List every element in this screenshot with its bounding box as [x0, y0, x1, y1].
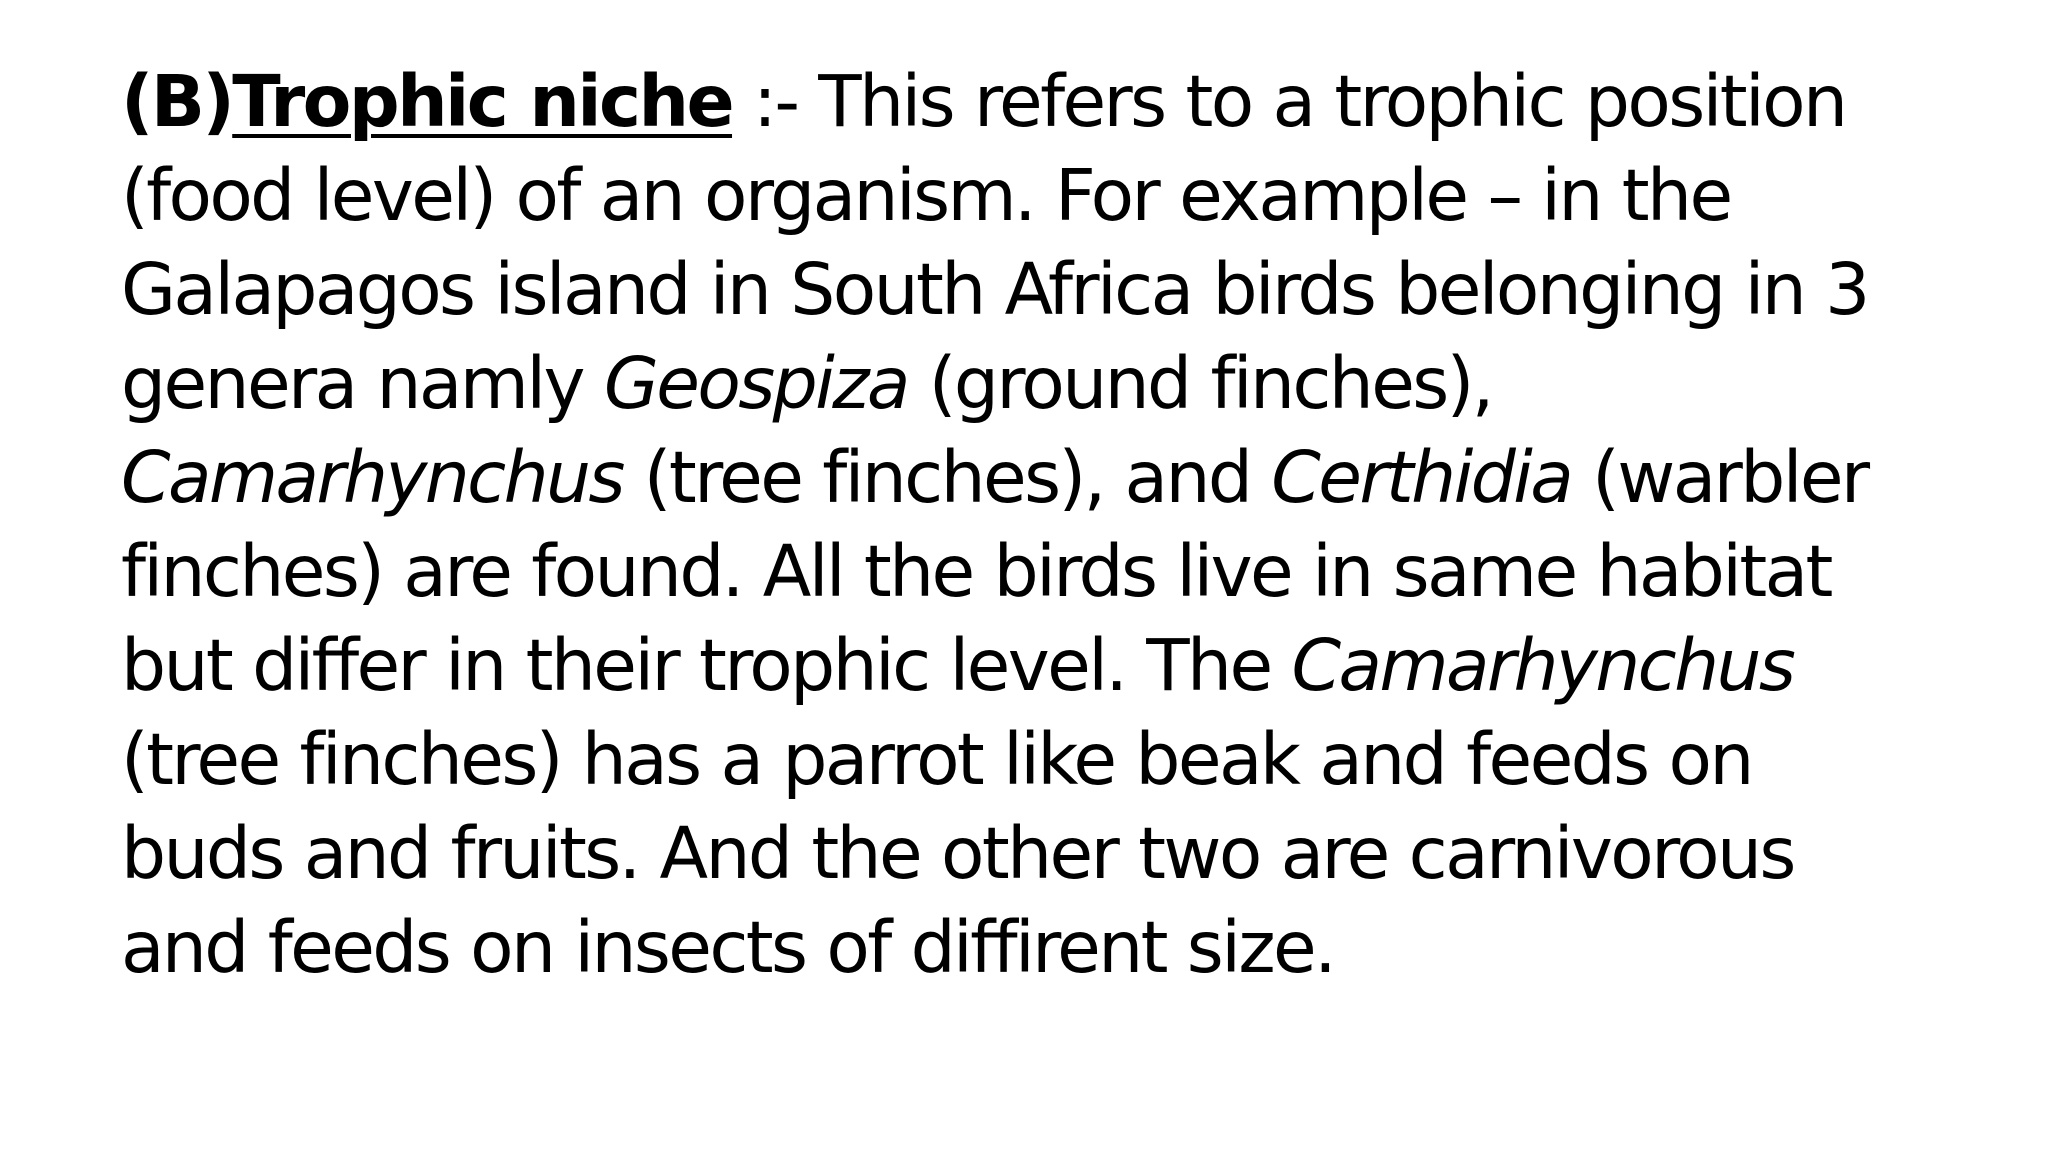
- genus-camarhynchus-2: Camarhynchus: [1291, 624, 1794, 707]
- heading-prefix: (B): [121, 60, 233, 143]
- line-2-text: (food level) of an organism. For example – in the: [121, 154, 1731, 237]
- text-line-3: [121, 243, 2021, 337]
- text-line-4: [121, 337, 2021, 431]
- line-7-text: but differ in their trophic level. The: [121, 624, 1292, 707]
- line-9-text: buds and fruits. And the other two are carnivorous: [121, 812, 1794, 895]
- line-10-text: and feeds on insects of diffirent size.: [121, 906, 1335, 989]
- text-line-5: [121, 431, 2021, 525]
- line-5-text-b: (warbler: [1571, 436, 1868, 519]
- text-line-1: [121, 55, 2021, 149]
- genus-certhidia: Certhidia: [1271, 436, 1572, 519]
- text-line-7: [121, 619, 2021, 713]
- text-line-10: [121, 901, 2021, 995]
- text-line-2: [121, 149, 2021, 243]
- text-line-8: [121, 713, 2021, 807]
- line-8-text: (tree finches) has a parrot like beak and feeds on: [121, 718, 1752, 801]
- genus-geospiza: Geospiza: [603, 342, 908, 425]
- slide-body-text: [121, 55, 2021, 995]
- text-line-6: [121, 525, 2021, 619]
- text-line-9: [121, 807, 2021, 901]
- line-4-text-b: (ground finches),: [907, 342, 1492, 425]
- line-6-text: finches) are found. All the birds live in same habitat: [121, 530, 1831, 613]
- heading-term: Trophic niche: [232, 60, 733, 143]
- genus-camarhynchus: Camarhynchus: [121, 436, 623, 519]
- line-4-text-a: genera namly: [121, 342, 604, 425]
- line-5-text-a: (tree finches), and: [622, 436, 1272, 519]
- line-3-text: Galapagos island in South Africa birds belonging in 3: [121, 248, 1868, 331]
- line-1-text: :- This refers to a trophic position: [732, 60, 1846, 143]
